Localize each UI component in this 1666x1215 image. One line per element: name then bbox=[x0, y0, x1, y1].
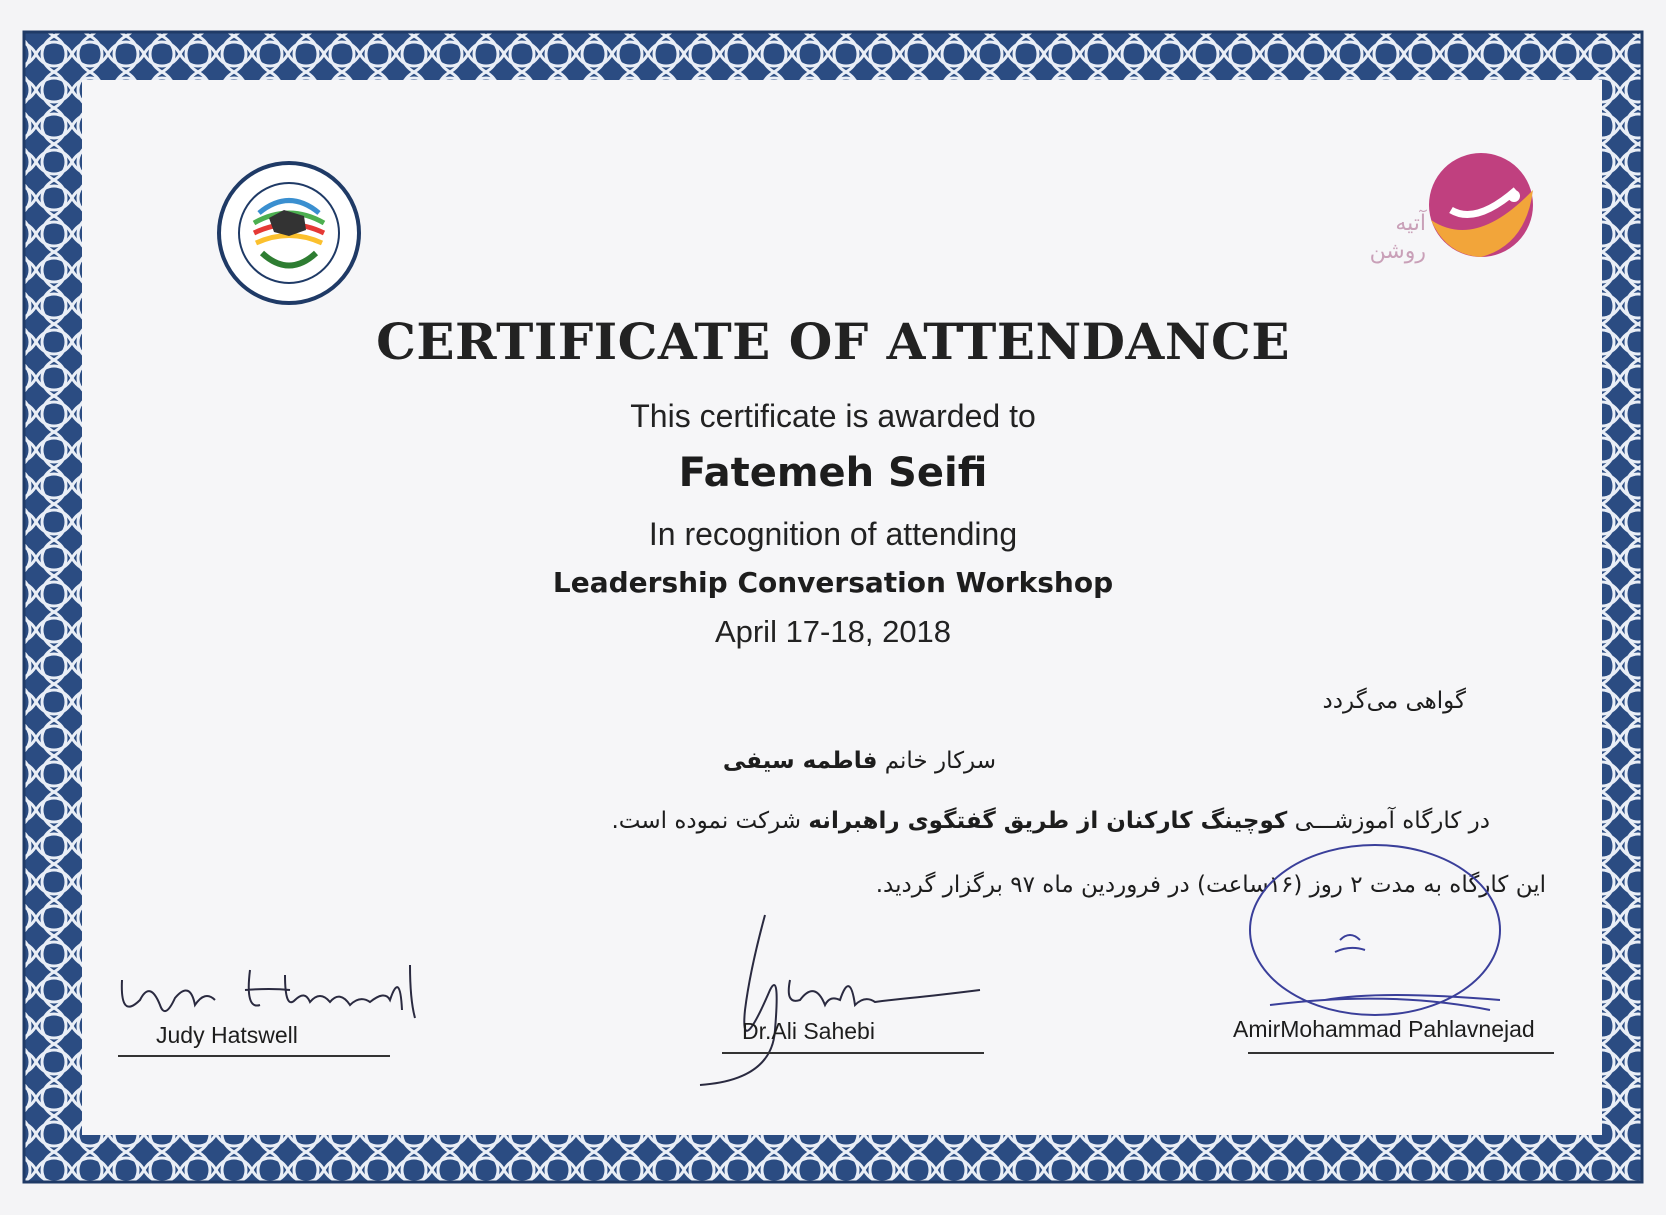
workshop-date: April 17-18, 2018 bbox=[714, 614, 952, 649]
right-logo-text-line2: روشن bbox=[1369, 239, 1426, 264]
right-logo-text bbox=[1356, 210, 1426, 266]
right-logo-text-line1: آتیه bbox=[1395, 211, 1426, 236]
recipient-name: Fatemeh Seifi bbox=[678, 450, 988, 496]
persian-certify: گواهی می‌گردد bbox=[1322, 688, 1466, 714]
signatory-name-2: Dr.Ali Sahebi bbox=[742, 1018, 875, 1044]
persian-duration-line: این کارگاه به مدت ۲ روز (۱۶ساعت) در فروردین ماه ۹۷ برگزار گردید. bbox=[875, 872, 1546, 898]
atieh-roshan-logo bbox=[1416, 150, 1546, 270]
signature-ali-sahebi bbox=[690, 910, 1000, 1090]
persian-line1-prefix: در کارگاه آموزشـــی bbox=[1294, 808, 1490, 834]
persian-line1-suffix: شرکت نموده است. bbox=[611, 808, 802, 834]
persian-name-line bbox=[723, 748, 996, 774]
certificate-title: CERTIFICATE OF ATTENDANCE bbox=[376, 312, 1290, 371]
recognition-label: In recognition of attending bbox=[648, 516, 1018, 552]
signature-stamp-pahlavnejad bbox=[1240, 840, 1520, 1020]
signature-line-1 bbox=[118, 1055, 390, 1057]
institute-seal-logo bbox=[214, 158, 364, 308]
persian-workshop-name: کوچینگ کارکنان از طریق گفتگوی راهبرانه bbox=[808, 808, 1288, 834]
persian-workshop-line bbox=[611, 808, 1490, 834]
signatory-name-1: Judy Hatswell bbox=[156, 1022, 298, 1048]
workshop-name: Leadership Conversation Workshop bbox=[552, 566, 1114, 599]
signature-line-3 bbox=[1248, 1052, 1554, 1054]
persian-name-prefix: سرکار خانم bbox=[884, 748, 996, 774]
signature-line-2 bbox=[722, 1052, 984, 1054]
persian-name: فاطمه سیفی bbox=[722, 748, 878, 774]
signatory-name-3: AmirMohammad Pahlavnejad bbox=[1233, 1016, 1535, 1042]
awarded-to-label: This certificate is awarded to bbox=[630, 398, 1036, 434]
